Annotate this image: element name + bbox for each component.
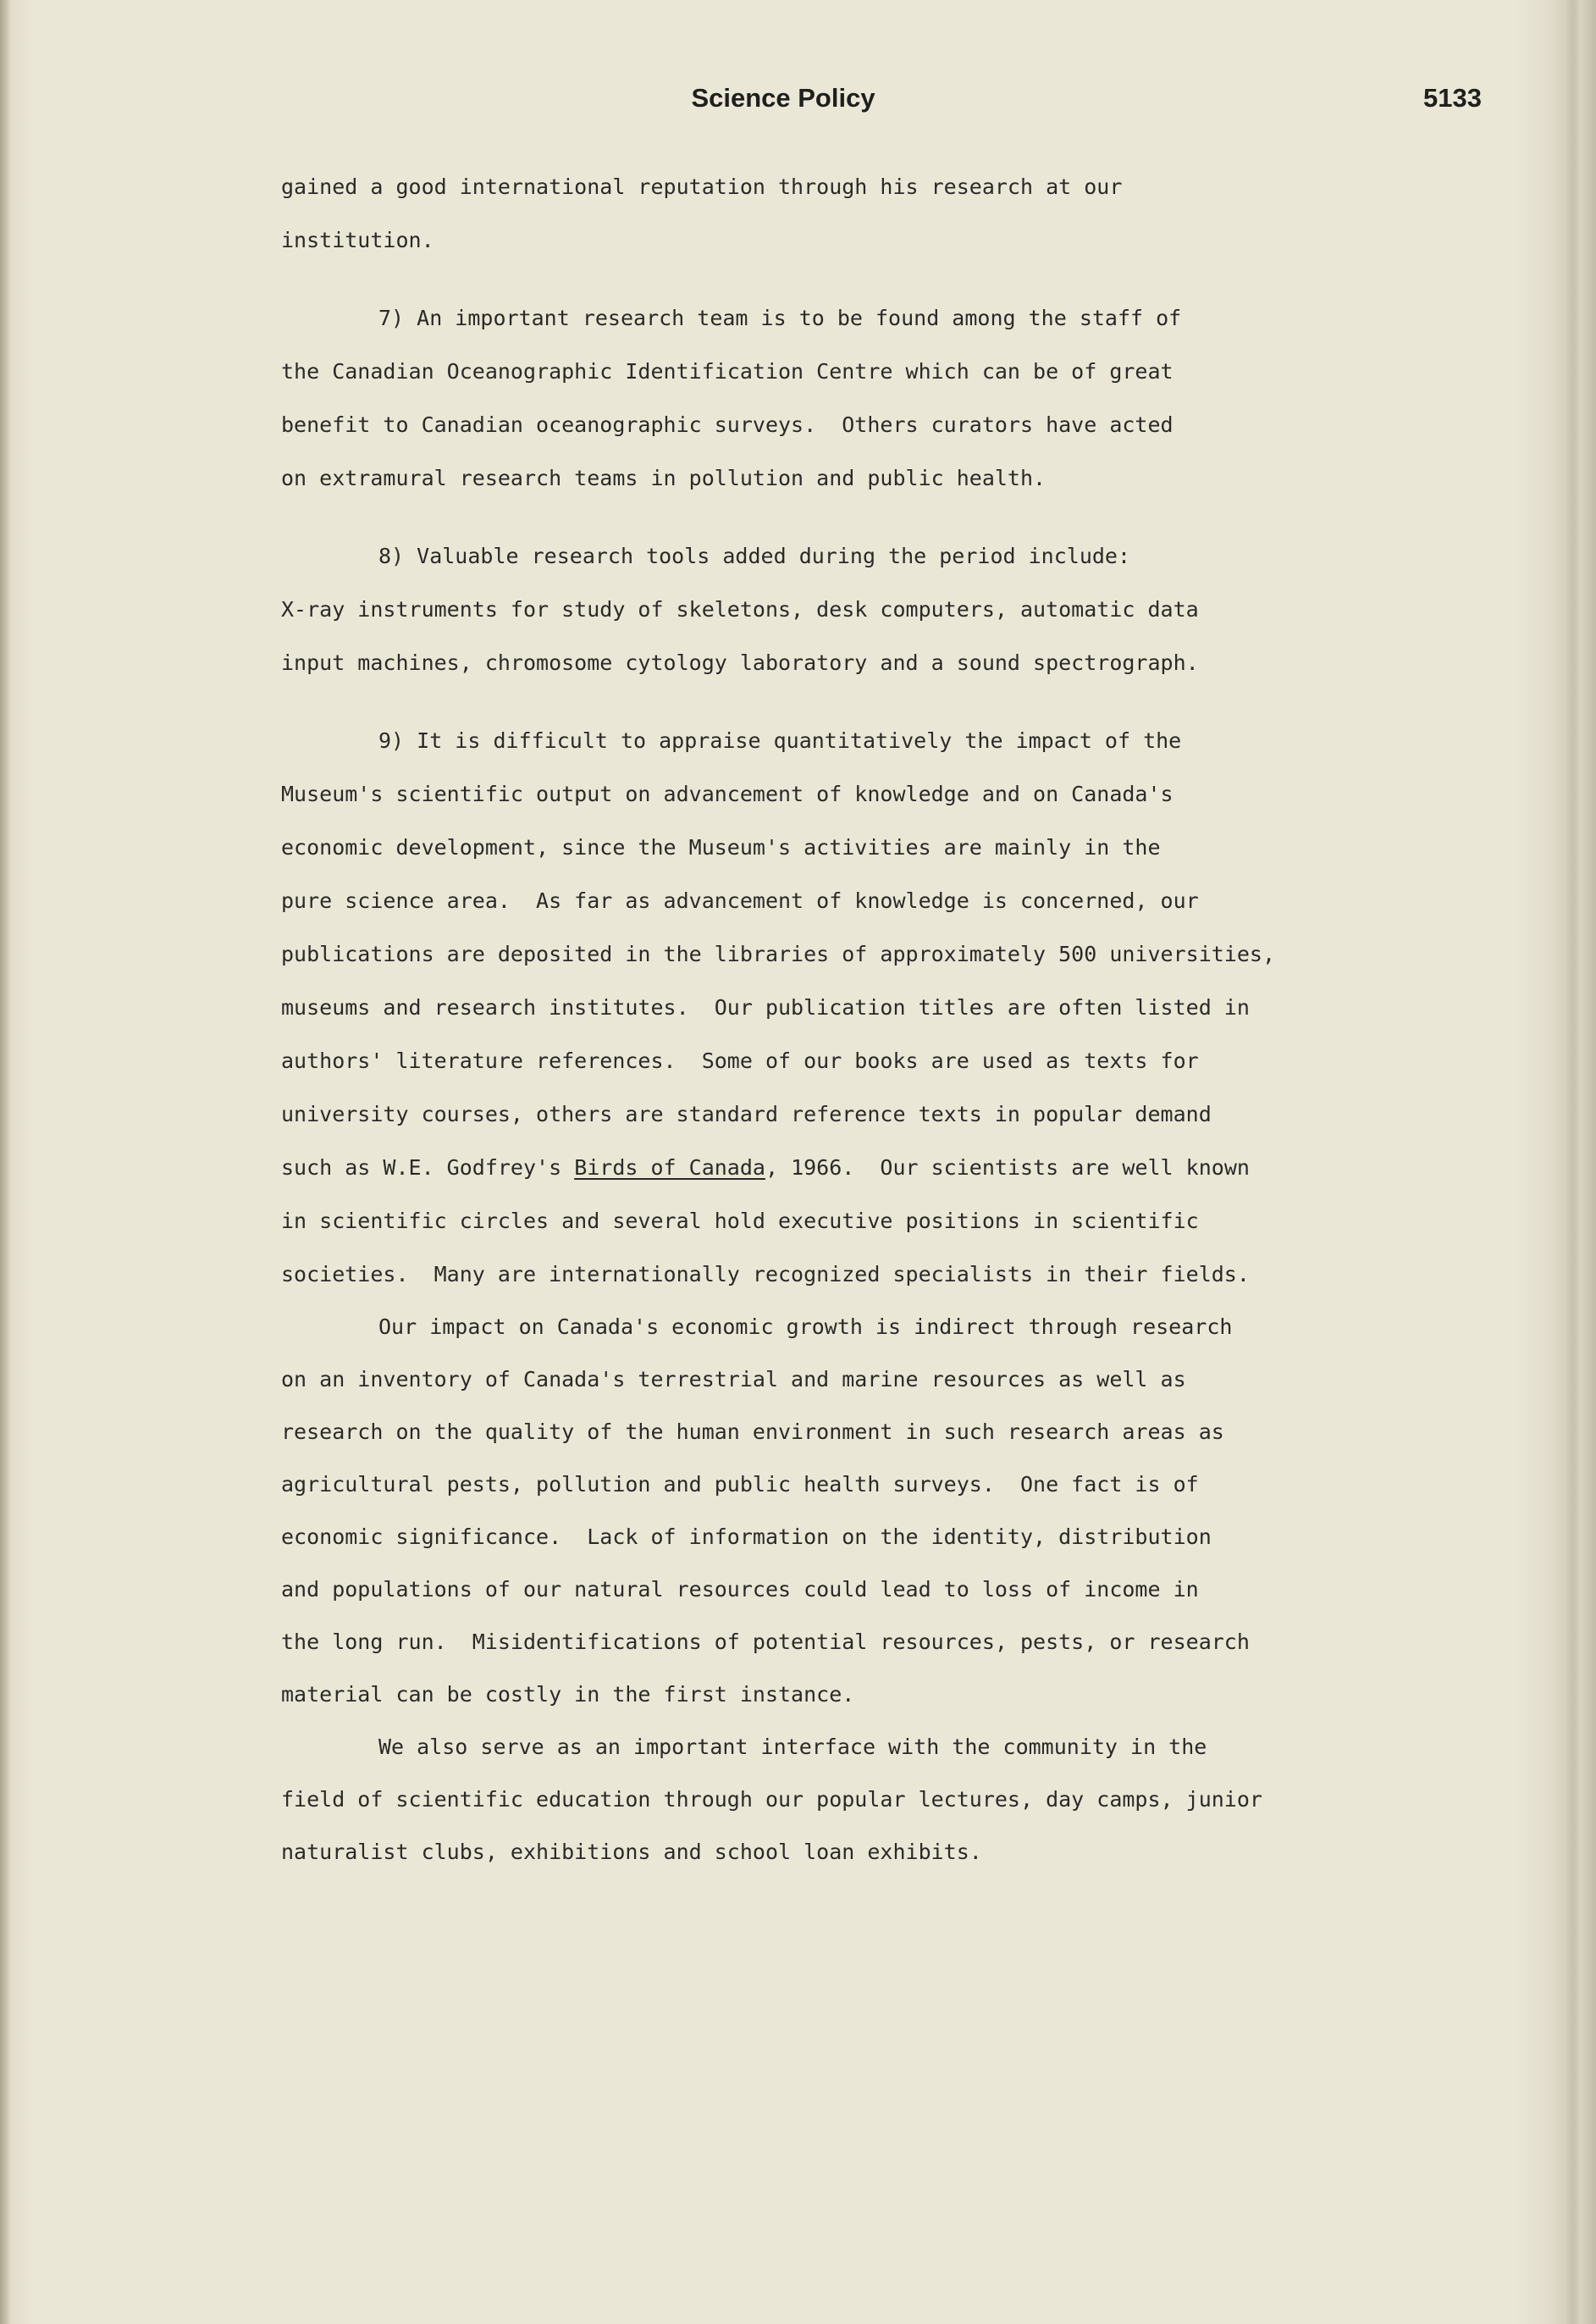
text-line: museums and research institutes. Our publication titles are often listed in (281, 995, 1250, 1020)
text-line: benefit to Canadian oceanographic surveys. Others curators have acted (281, 412, 1174, 437)
text-line: input machines, chromosome cytology laboratory and a sound spectrograph. (281, 650, 1199, 675)
text-line: the Canadian Oceanographic Identification Centre which can be of great (281, 359, 1174, 384)
text-line: in scientific circles and several hold executive positions in scientific (281, 1209, 1199, 1233)
text-segment: , 1966. Our scientists are well known (765, 1155, 1250, 1180)
text-line: field of scientific education through our popular lectures, day camps, junior (281, 1787, 1262, 1812)
text-line: and populations of our natural resources could lead to loss of income in (281, 1577, 1199, 1602)
text-line: on extramural research teams in pollution and public health. (281, 466, 1047, 490)
text-line: X-ray instruments for study of skeletons, desk computers, automatic data (281, 597, 1199, 622)
text-line: 9) It is difficult to appraise quantitatively the impact of the (378, 728, 1182, 753)
text-line: publications are deposited in the libraries of approximately 500 universities, (281, 942, 1275, 966)
text-line: material can be costly in the first instance. (281, 1682, 855, 1707)
text-line: research on the quality of the human environment in such research areas as (281, 1419, 1224, 1444)
text-line: university courses, others are standard reference texts in popular demand (281, 1102, 1212, 1126)
text-line: Our impact on Canada's economic growth is indirect through research (378, 1314, 1233, 1339)
text-line: Museum's scientific output on advancement of knowledge and on Canada's (281, 782, 1174, 806)
text-line: We also serve as an important interface with the community in the (378, 1735, 1207, 1759)
text-line: on an inventory of Canada's terrestrial and marine resources as well as (281, 1367, 1186, 1392)
book-title: Birds of Canada (574, 1155, 765, 1180)
page-number: 5133 (1423, 83, 1482, 113)
text-line: economic significance. Lack of information on the identity, distribution (281, 1524, 1212, 1549)
running-title: Science Policy (691, 83, 875, 113)
text-line: gained a good international reputation through his research at our (281, 174, 1123, 199)
text-line: naturalist clubs, exhibitions and school loan exhibits. (281, 1840, 982, 1864)
text-line: agricultural pests, pollution and public health surveys. One fact is of (281, 1472, 1199, 1497)
text-line: institution. (281, 228, 434, 252)
text-segment: such as W.E. Godfrey's (281, 1155, 575, 1180)
text-line: 8) Valuable research tools added during the period include: (378, 544, 1131, 568)
text-line (281, 1155, 1250, 1181)
page-left-edge (0, 0, 10, 2324)
text-line: 7) An important research team is to be found among the staff of (378, 306, 1182, 330)
text-line: societies. Many are internationally recognized specialists in their fields. (281, 1262, 1250, 1286)
page-right-edge (1566, 0, 1596, 2324)
text-line: the long run. Misidentifications of potential resources, pests, or research (281, 1630, 1250, 1654)
text-line: authors' literature references. Some of our books are used as texts for (281, 1049, 1199, 1073)
text-line: pure science area. As far as advancement of knowledge is concerned, our (281, 888, 1199, 913)
text-line: economic development, since the Museum's activities are mainly in the (281, 835, 1161, 860)
